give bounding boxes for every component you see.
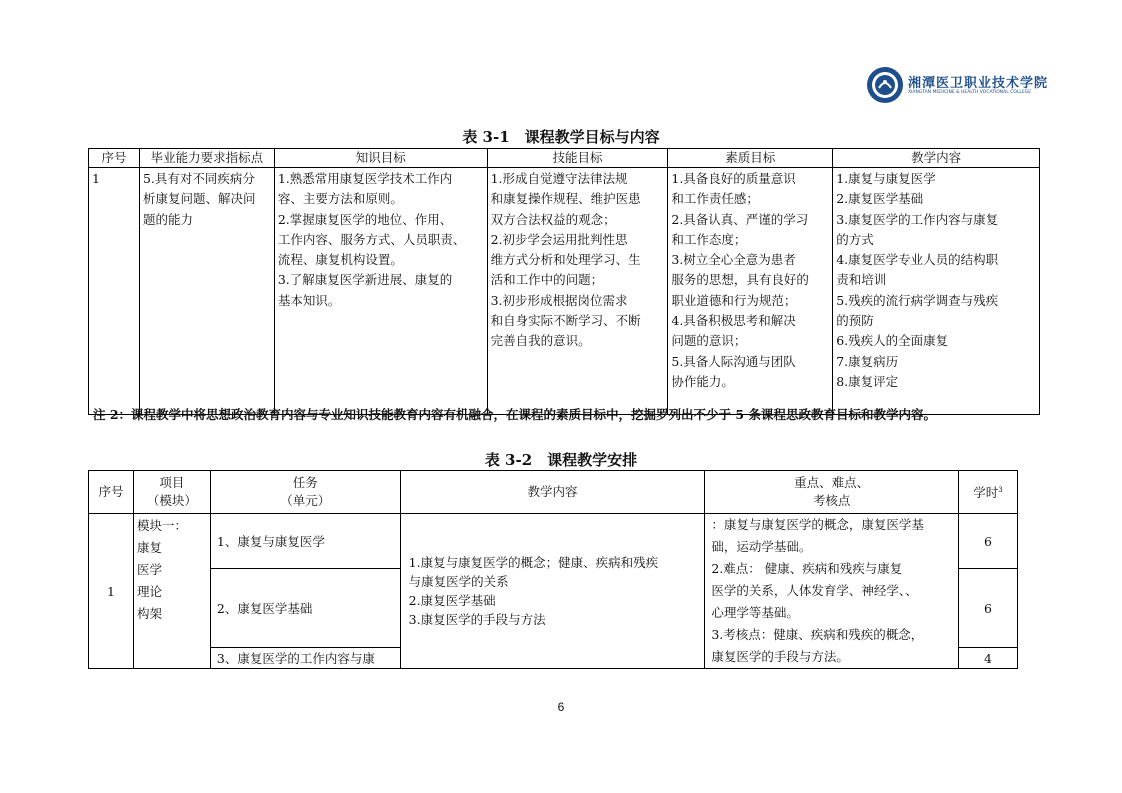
th-seq: 序号 [89,471,134,514]
cell-ability: 5.具有对不同疾病分 析康复问题、解决问 题的能力 [139,168,274,415]
th-content: 教学内容 [400,471,705,514]
cell-task-3: 3、康复医学的工作内容与康 [210,648,400,669]
th-hours [959,471,1018,514]
th-hours-footnote: 3 [998,486,1003,495]
cell-content: 1.康复与康复医学 2.康复医学基础 3.康复医学的工作内容与康复 的方式 4.康复医学专业人员的结构职 责和培训 5.残疾的流行病学调查与残疾 的预防 6.残疾人的全面康复 7.康复病历 8.康复评定 [833,168,1040,415]
th-seq: 序号 [89,149,140,168]
cell-quality: 1.具备良好的质量意识 和工作责任感； 2.具备认真、严谨的学习 和工作态度； 3.树立全心全意为患者 服务的思想，具有良好的 职业道德和行为规范； 4.具备积极思考和解决 问题的意识； 5.具备人际沟通与团队 协作能力。 [668,168,833,415]
cell-seq: 1 [89,168,140,415]
cell-knowledge: 1.熟悉常用康复医学技术工作内 容、主要方法和原则。 2.掌握康复医学的地位、作用、 工作内容、服务方式、人员职责、 流程、康复机构设置。 3.了解康复医学新进展、康复的 基本知识。 [274,168,487,415]
th-quality: 素质目标 [668,149,833,168]
cell-skill: 1.形成自觉遵守法律法规 和康复操作规程、维护医患 双方合法权益的观念； 2.初步学会运用批判性思 维方式分析和处理学习、生 活和工作中的问题； 3.初步形成根据岗位需求 和自身实际不断学习、不断 完善自我的意识。 [487,168,668,415]
th-key-points: 重点、难点、 考核点 [705,471,959,514]
cell-key-points: ：康复与康复医学的概念，康复医学基 础，运动学基础。 2.难点： 健康、疾病和残疾与康复 医学的关系，人体发育学、神经学、、 心理学等基础。 3.考核点：健康、疾病和残疾的概念， 康复医学的手段与方法。 [705,514,959,669]
th-task: 任务 （单元） [210,471,400,514]
schedule-table [88,470,1018,669]
table2-header-row [89,471,1018,514]
th-content: 教学内容 [833,149,1040,168]
page-number: 6 [557,700,565,714]
logo-chinese-name: 湘潭医卫职业技术学院 [908,76,1049,91]
cell-hours-1: 6 [959,514,1018,569]
th-project: 项目 （模块） [133,471,210,514]
note-2: 注 2：课程教学中将思想政治教育内容与专业知识技能教育内容有机融合，在课程的素质目标中，挖掘罗列出不少于 5 条课程思政教育目标和教学内容。 [93,407,936,422]
cell-seq: 1 [89,514,134,669]
th-knowledge: 知识目标 [274,149,487,168]
cell-task-1: 1、康复与康复医学 [210,514,400,569]
cell-hours-3: 4 [959,648,1018,669]
cell-task-2: 2、康复医学基础 [210,569,400,648]
table1-header-row [89,149,1040,168]
table1-title: 表 3-1 课程教学目标与内容 [462,128,660,146]
table2-title: 表 3-2 课程教学安排 [484,451,638,469]
college-logo [866,66,1049,106]
cell-hours-2: 6 [959,569,1018,648]
college-emblem-icon [866,66,904,104]
th-hours-label: 学时 [973,485,999,501]
logo-english-name: XIANGTAN MEDICINE & HEALTH VOCATIONAL COLLEGE [908,90,1032,95]
th-ability: 毕业能力要求指标点 [139,149,274,168]
th-skill: 技能目标 [487,149,668,168]
objectives-table [88,148,1040,415]
cell-content: 1.康复与康复医学的概念；健康、疾病和残疾 与康复医学的关系 2.康复医学基础 3.康复医学的手段与方法 [400,514,705,669]
table-row [89,514,1018,569]
cell-module: 模块一： 康复 医学 理论 构架 [133,514,210,669]
table-row [89,168,1040,415]
